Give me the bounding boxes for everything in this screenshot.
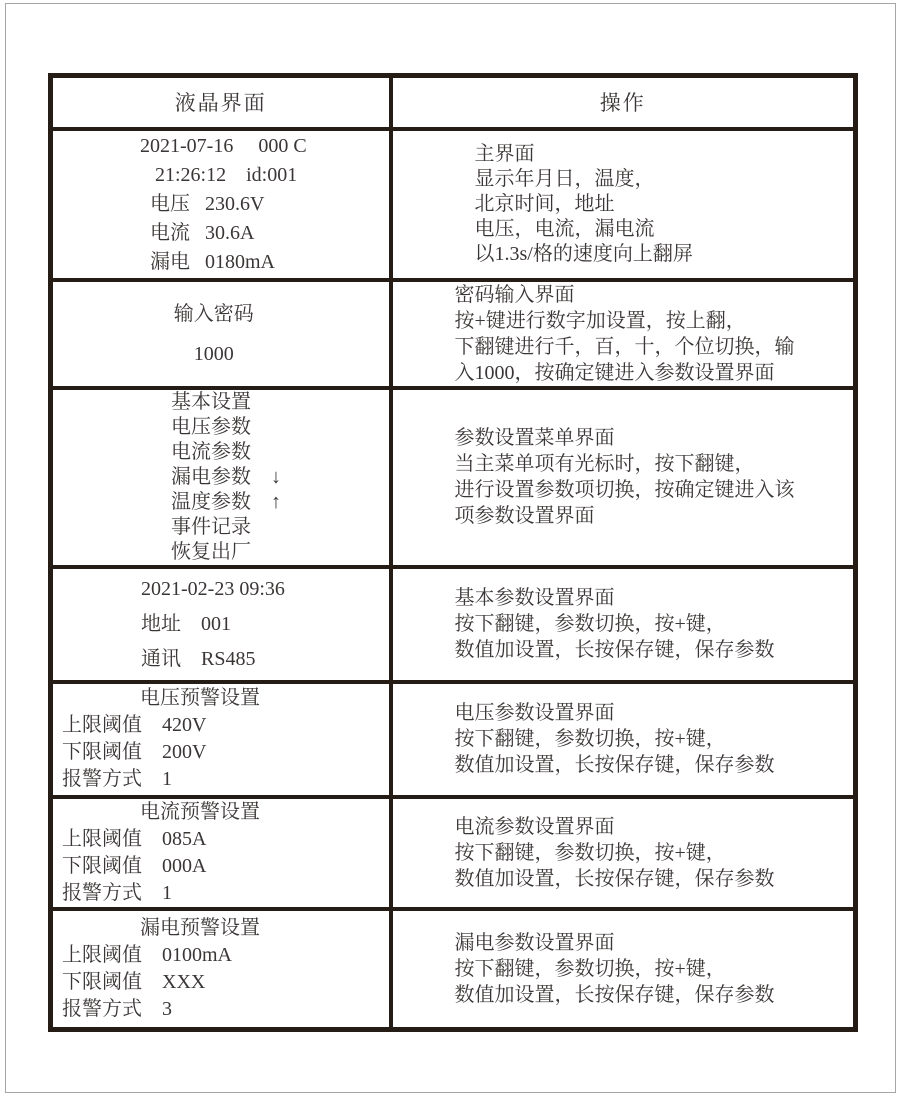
table-row — [51, 797, 856, 909]
lcd-line: 地址 001 — [141, 612, 231, 635]
lcd-title: 漏电预警设置 — [140, 916, 260, 939]
lcd-line: 恢复出厂 — [171, 540, 251, 563]
op-line: 按下翻键，参数切换，按+键， — [454, 957, 726, 980]
lcd-cell-main-screen — [51, 129, 391, 280]
op-cell-main-screen — [391, 129, 856, 280]
op-line: 进行设置参数项切换，按确定键进入该 — [454, 479, 795, 501]
op-line: 密码输入界面 — [454, 283, 575, 306]
op-cell-leakage-warning — [391, 909, 856, 1030]
lcd-cell-password — [51, 280, 391, 388]
lcd-line: 报警方式 1 — [62, 768, 172, 790]
op-line: 电压参数设置界面 — [454, 702, 615, 724]
lcd-cell-settings-menu — [51, 388, 391, 567]
lcd-line-up-arrow-icon: 温度参数 ↑ — [171, 490, 281, 513]
lcd-cell-leakage-warning — [51, 909, 391, 1030]
op-line: 按下翻键，参数切换，按+键， — [454, 728, 726, 750]
op-cell-basic-params — [391, 567, 856, 682]
op-cell-password — [391, 280, 856, 388]
lcd-title: 电压预警设置 — [140, 687, 260, 709]
lcd-line: 报警方式 1 — [62, 881, 172, 904]
op-line: 数值加设置，长按保存键，保存参数 — [454, 639, 775, 661]
op-line: 北京时间，地址 — [474, 192, 615, 215]
table-row — [51, 388, 856, 567]
lcd-line-down-arrow-icon: 漏电参数 ↓ — [171, 465, 281, 488]
header-operation-label: 操作 — [599, 91, 646, 116]
op-cell-settings-menu — [391, 388, 856, 567]
op-line: 项参数设置界面 — [454, 505, 595, 527]
table-row — [51, 567, 856, 682]
op-cell-voltage-warning — [391, 682, 856, 797]
header-cell-operation — [391, 76, 856, 129]
lcd-line: 下限阈值 000A — [62, 854, 207, 877]
lcd-line: 基本设置 — [171, 390, 251, 413]
table-row — [51, 129, 856, 280]
lcd-title: 电流预警设置 — [140, 800, 260, 823]
lcd-line: 电流 30.6A — [140, 221, 255, 244]
op-line: 按下翻键，参数切换，按+键， — [454, 841, 726, 864]
lcd-cell-current-warning — [51, 797, 391, 909]
op-line: 基本参数设置界面 — [454, 587, 615, 609]
lcd-line: 2021-07-16 000 C — [140, 134, 307, 157]
op-line: 参数设置菜单界面 — [454, 427, 615, 449]
lcd-line: 输入密码 — [173, 302, 254, 325]
lcd-operation-table — [48, 73, 858, 1032]
op-line: 按+键进行数字加设置，按上翻， — [454, 309, 746, 332]
lcd-line: 电压 230.6V — [140, 192, 265, 215]
op-line: 漏电参数设置界面 — [454, 931, 615, 954]
op-line: 数值加设置，长按保存键，保存参数 — [454, 983, 775, 1006]
op-line: 数值加设置，长按保存键，保存参数 — [454, 867, 775, 890]
op-line: 按下翻键，参数切换，按+键， — [454, 613, 726, 635]
lcd-line: 上限阈值 420V — [62, 714, 207, 736]
lcd-line: 事件记录 — [171, 515, 251, 538]
lcd-line: 2021-02-23 09:36 — [141, 577, 285, 600]
lcd-line: 电压参数 — [171, 415, 251, 438]
op-line: 电压，电流，漏电流 — [474, 217, 655, 240]
table-header-row — [51, 76, 856, 129]
lcd-cell-basic-params — [51, 567, 391, 682]
op-line: 以1.3s/格的速度向上翻屏 — [474, 242, 693, 265]
lcd-line: 下限阈值 200V — [62, 741, 207, 763]
lcd-line: 通讯 RS485 — [141, 647, 256, 670]
table-row — [51, 909, 856, 1030]
op-line: 当主菜单项有光标时，按下翻键， — [454, 453, 755, 475]
lcd-line: 报警方式 3 — [62, 997, 172, 1020]
lcd-line: 漏电 0180mA — [140, 250, 275, 273]
op-line: 显示年月日，温度， — [474, 167, 655, 190]
lcd-line: 电流参数 — [171, 440, 251, 463]
op-line: 入1000，按确定键进入参数设置界面 — [454, 361, 775, 384]
lcd-line: 上限阈值 0100mA — [62, 943, 232, 966]
lcd-line: 21:26:12 id:001 — [140, 163, 298, 186]
header-lcd-label: 液晶界面 — [174, 91, 267, 116]
lcd-cell-voltage-warning — [51, 682, 391, 797]
header-cell-lcd — [51, 76, 391, 129]
op-line: 主界面 — [474, 142, 535, 165]
table-row — [51, 682, 856, 797]
op-cell-current-warning — [391, 797, 856, 909]
op-line: 电流参数设置界面 — [454, 815, 615, 838]
op-line: 下翻键进行千，百，十，个位切换，输 — [454, 335, 795, 358]
lcd-line: 上限阈值 085A — [62, 827, 207, 850]
lcd-line: 下限阈值 XXX — [62, 970, 206, 993]
lcd-line: 1000 — [193, 342, 234, 365]
op-line: 数值加设置，长按保存键，保存参数 — [454, 754, 775, 776]
table-row — [51, 280, 856, 388]
